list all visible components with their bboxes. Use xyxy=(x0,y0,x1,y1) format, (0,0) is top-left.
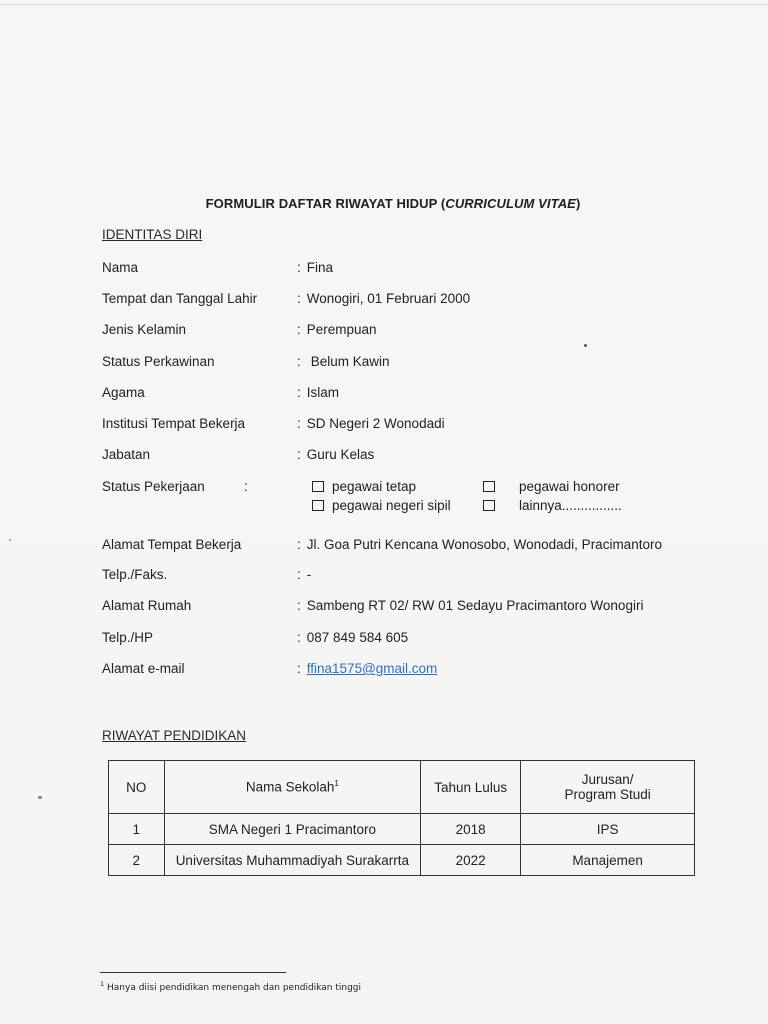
scan-edge-line xyxy=(0,4,768,5)
email-link[interactable]: ffina1575@gmail.com xyxy=(306,661,438,676)
footnote: $^1$ Hanya diisi pendidikan menengah dan pendidikan tinggi xyxy=(100,980,361,993)
identity-section-heading: IDENTITAS DIRI xyxy=(102,227,203,242)
field-label-home-address: Alamat Rumah xyxy=(102,598,192,613)
table-header-row xyxy=(109,761,695,814)
checkbox-square-icon[interactable] xyxy=(483,500,495,511)
field-value-position: : Guru Kelas xyxy=(297,447,375,462)
field-label-institution: Institusi Tempat Bekerja xyxy=(102,416,246,431)
scan-speck xyxy=(38,796,42,799)
field-value-institution: : SD Negeri 2 Wonodadi xyxy=(297,416,445,431)
checkbox-label: pegawai tetap xyxy=(332,479,417,494)
checkbox-lainnya[interactable] xyxy=(483,498,622,513)
checkbox-square-icon[interactable] xyxy=(312,500,324,511)
cell-no: 2 xyxy=(109,845,165,876)
header-no: NO xyxy=(109,761,165,814)
checkbox-pegawai-negeri-sipil[interactable] xyxy=(312,498,451,513)
field-label-employment-status: Status Pekerjaan xyxy=(102,479,205,494)
footnote-separator xyxy=(100,972,286,973)
field-value-phone: : 087 849 584 605 xyxy=(297,630,409,645)
checkbox-square-icon[interactable] xyxy=(483,481,495,492)
header-year: Tahun Lulus xyxy=(421,761,521,814)
education-table xyxy=(108,760,695,876)
cell-major: IPS xyxy=(521,814,695,845)
scan-speck xyxy=(9,539,11,541)
document-title: FORMULIR DAFTAR RIWAYAT HIDUP (CURRICULUM VITAE) xyxy=(205,196,581,211)
field-value-fax: : - xyxy=(297,567,312,582)
table-row xyxy=(109,845,695,876)
scan-speck xyxy=(584,344,587,347)
header-school: Nama Sekolah$^1$ xyxy=(164,761,421,814)
field-value-work-address: : Jl. Goa Putri Kencana Wonosobo, Wonodadi, Pracimantoro xyxy=(297,537,662,552)
field-value-email: : ffina1575@gmail.com xyxy=(297,661,438,676)
field-label-position: Jabatan xyxy=(102,447,151,462)
checkbox-label: pegawai negeri sipil xyxy=(332,498,451,513)
cell-year: 2022 xyxy=(421,845,521,876)
table-row xyxy=(109,814,695,845)
cell-school: Universitas Muhammadiyah Surakarrta xyxy=(164,845,421,876)
checkbox-square-icon[interactable] xyxy=(312,481,324,492)
checkbox-pegawai-honorer[interactable] xyxy=(483,479,620,494)
checkbox-label: pegawai honorer xyxy=(519,479,620,494)
field-label-work-address: Alamat Tempat Bekerja xyxy=(102,537,242,552)
field-value-marital: : Belum Kawin xyxy=(297,354,390,369)
field-value-birth: : Wonogiri, 01 Februari 2000 xyxy=(297,291,471,306)
checkbox-pegawai-tetap[interactable] xyxy=(312,479,416,494)
education-section-heading: RIWAYAT PENDIDIKAN xyxy=(102,728,247,743)
field-label-religion: Agama xyxy=(102,385,145,400)
field-label-marital: Status Perkawinan xyxy=(102,354,215,369)
employment-status-colon: : xyxy=(244,479,248,494)
cell-year: 2018 xyxy=(421,814,521,845)
field-label-birth: Tempat dan Tanggal Lahir xyxy=(102,291,258,306)
field-value-nama: : Fina xyxy=(297,260,334,275)
cell-no: 1 xyxy=(109,814,165,845)
field-label-gender: Jenis Kelamin xyxy=(102,322,187,337)
header-major: Jurusan/ Program Studi xyxy=(521,761,695,814)
field-label-nama: Nama xyxy=(102,260,139,275)
field-label-phone: Telp./HP xyxy=(102,630,154,645)
field-label-email: Alamat e-mail xyxy=(102,661,185,676)
cell-school: SMA Negeri 1 Pracimantoro xyxy=(164,814,421,845)
field-label-fax: Telp./Faks. xyxy=(102,567,168,582)
cell-major: Manajemen xyxy=(521,845,695,876)
field-value-home-address: : Sambeng RT 02/ RW 01 Sedayu Pracimantoro Wonogiri xyxy=(297,598,644,613)
field-value-religion: : Islam xyxy=(297,385,340,400)
checkbox-label: lainnya................ xyxy=(519,498,622,513)
field-value-gender: : Perempuan xyxy=(297,322,377,337)
